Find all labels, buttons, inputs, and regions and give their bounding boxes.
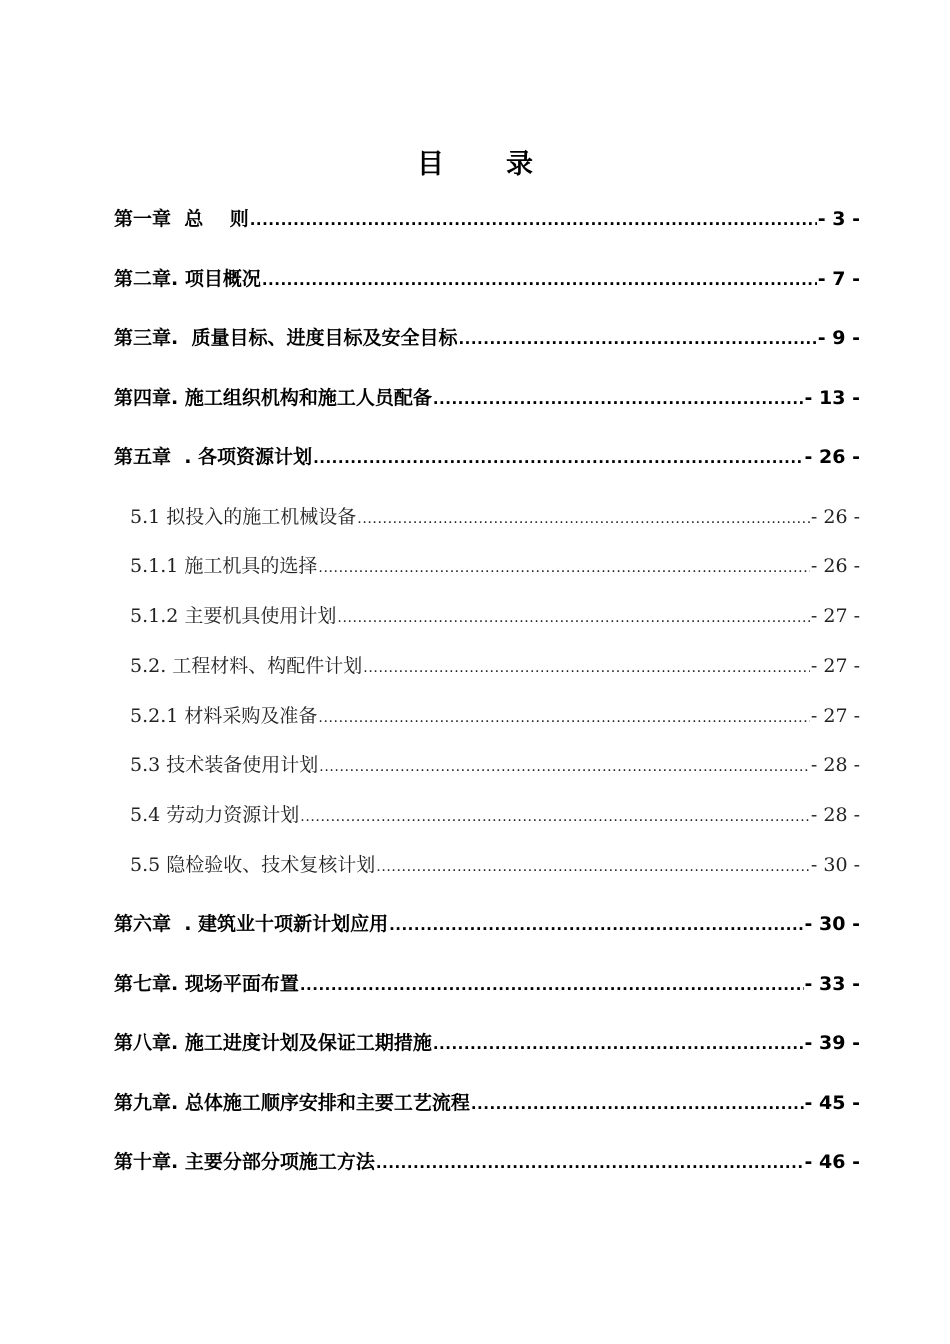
toc-entry-label: 第六章 . 建筑业十项新计划应用	[114, 913, 389, 935]
toc-entry-label: 第九章. 总体施工顺序安排和主要工艺流程	[114, 1092, 470, 1114]
toc-entry-section-5-1[interactable]	[130, 505, 860, 531]
toc-entry-page: - 26 -	[810, 506, 860, 528]
toc-entry-chapter-4[interactable]	[114, 386, 860, 411]
toc-entry-label: 5.4 劳动力资源计划	[130, 804, 300, 826]
toc-dot-leader	[337, 606, 810, 630]
toc-entry-label: 第八章. 施工进度计划及保证工期措施	[114, 1032, 432, 1054]
toc-entry-page: - 7 -	[817, 268, 860, 290]
toc-entry-chapter-5[interactable]	[114, 445, 860, 470]
toc-dot-leader	[318, 706, 810, 730]
toc-entry-label: 5.1 拟投入的施工机械设备	[130, 506, 357, 528]
toc-dot-leader	[363, 656, 810, 680]
toc-entry-label: 第十章. 主要分部分项施工方法	[114, 1151, 375, 1173]
toc-entry-chapter-1[interactable]	[114, 207, 860, 232]
toc-entry-chapter-9[interactable]	[114, 1091, 860, 1116]
toc-entry-section-5-2-1[interactable]	[130, 704, 860, 730]
toc-entry-section-5-4[interactable]	[130, 803, 860, 829]
toc-dot-leader	[458, 327, 816, 351]
toc-entry-label: 第四章. 施工组织机构和施工人员配备	[114, 387, 432, 409]
toc-entry-page: - 46 -	[804, 1151, 860, 1173]
toc-dot-leader	[433, 387, 804, 411]
toc-title-right: 录	[506, 149, 533, 180]
toc-entry-page: - 30 -	[810, 854, 860, 876]
toc-entry-chapter-3[interactable]	[114, 326, 860, 351]
toc-entry-page: - 28 -	[810, 804, 860, 826]
toc-entry-page: - 28 -	[810, 754, 860, 776]
toc-dot-leader	[471, 1092, 804, 1116]
toc-entry-page: - 39 -	[804, 1032, 860, 1054]
toc-entry-label: 第七章. 现场平面布置	[114, 973, 299, 995]
toc-dot-leader	[376, 855, 810, 879]
toc-dot-leader	[318, 556, 810, 580]
toc-entry-label: 第三章. 质量目标、进度目标及安全目标	[114, 327, 458, 349]
toc-dot-leader	[262, 268, 817, 292]
toc-entry-section-5-3[interactable]	[130, 753, 860, 779]
toc-entry-page: - 30 -	[804, 913, 860, 935]
toc-entry-label: 5.5 隐检验收、技术复核计划	[130, 854, 376, 876]
toc-entry-label: 5.1.2 主要机具使用计划	[130, 605, 337, 627]
toc-entry-chapter-8[interactable]	[114, 1031, 860, 1056]
toc-entry-page: - 27 -	[810, 705, 860, 727]
toc-entry-section-5-5[interactable]	[130, 853, 860, 879]
toc-entry-page: - 13 -	[804, 387, 860, 409]
toc-entry-label: 第二章. 项目概况	[114, 268, 261, 290]
toc-entry-chapter-10[interactable]	[114, 1150, 860, 1175]
toc-dot-leader	[319, 755, 810, 779]
toc-dot-leader	[389, 913, 803, 937]
toc-entry-label: 第一章 总 则	[114, 208, 249, 230]
toc-dot-leader	[376, 1151, 804, 1175]
toc-entry-chapter-6[interactable]	[114, 912, 860, 937]
toc-entry-section-5-1-2[interactable]	[130, 604, 860, 630]
toc-entry-section-5-2[interactable]	[130, 654, 860, 680]
toc-dot-leader	[357, 507, 810, 531]
toc-entry-page: - 26 -	[810, 555, 860, 577]
toc-entry-chapter-7[interactable]	[114, 972, 860, 997]
toc-entry-label: 5.2.1 材料采购及准备	[130, 705, 318, 727]
toc-entry-page: - 3 -	[817, 208, 860, 230]
toc-entry-page: - 9 -	[817, 327, 860, 349]
toc-entry-chapter-2[interactable]	[114, 267, 860, 292]
toc-entry-label: 5.2. 工程材料、构配件计划	[130, 655, 363, 677]
toc-entry-label: 第五章 . 各项资源计划	[114, 446, 313, 468]
toc-dot-leader	[433, 1032, 804, 1056]
toc-title	[0, 142, 950, 181]
toc-entry-section-5-1-1[interactable]	[130, 554, 860, 580]
toc-dot-leader	[300, 973, 804, 997]
toc-dot-leader	[300, 805, 810, 829]
toc-title-left: 目	[417, 149, 444, 180]
toc-entry-page: - 33 -	[804, 973, 860, 995]
toc-entry-page: - 27 -	[810, 605, 860, 627]
toc-entry-page: - 27 -	[810, 655, 860, 677]
toc-dot-leader	[250, 208, 817, 232]
toc-entry-label: 5.3 技术装备使用计划	[130, 754, 319, 776]
toc-entry-page: - 45 -	[804, 1092, 860, 1114]
toc-dot-leader	[313, 446, 803, 470]
toc-entry-page: - 26 -	[804, 446, 860, 468]
toc-entry-label: 5.1.1 施工机具的选择	[130, 555, 318, 577]
